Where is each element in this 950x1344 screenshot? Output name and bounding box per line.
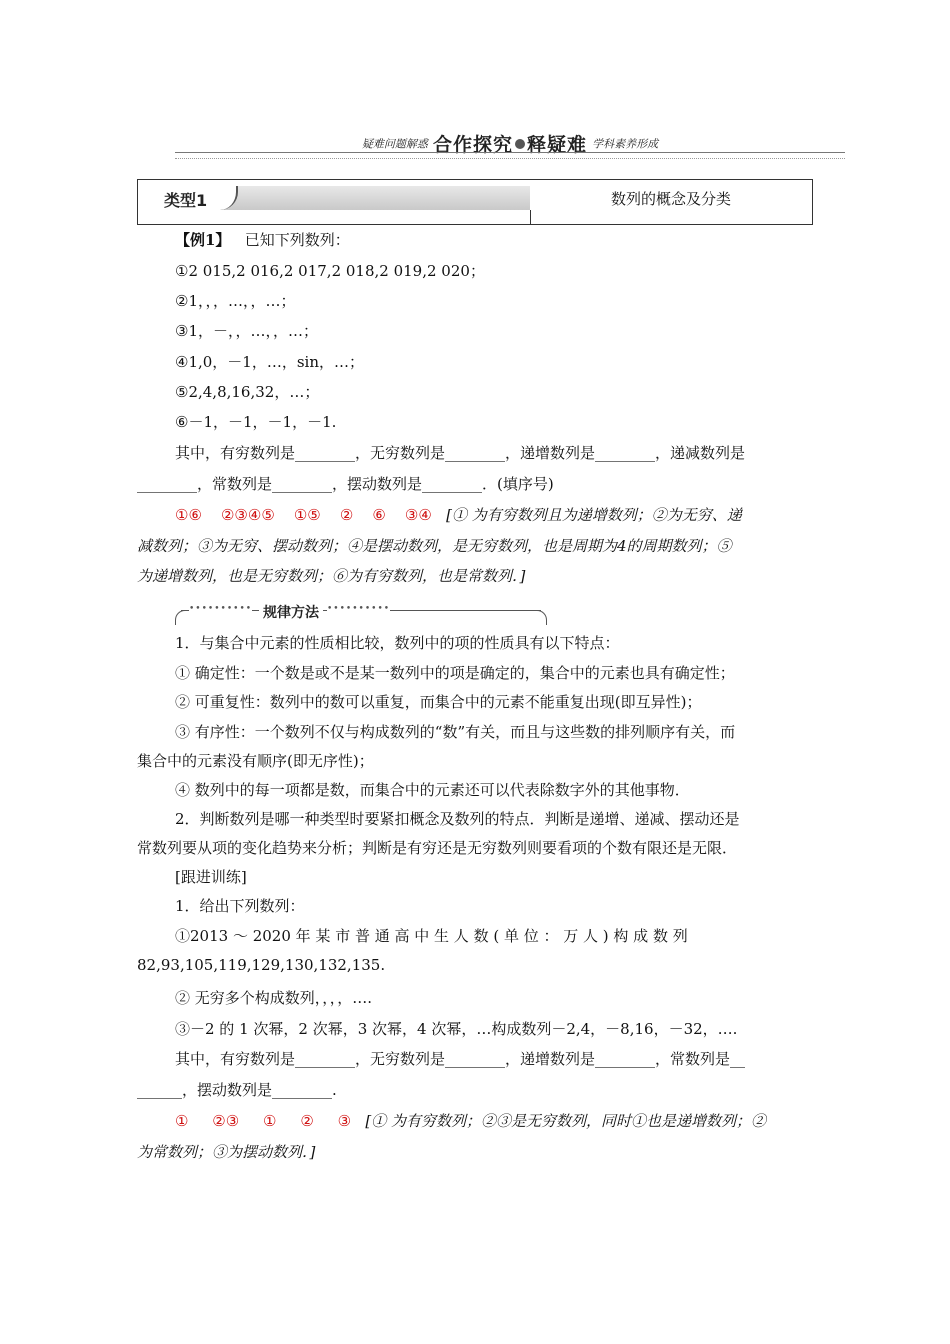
type-title: 数列的概念及分类 — [610, 190, 731, 208]
method-corner-right — [536, 610, 547, 625]
example-heading — [175, 230, 350, 250]
practice-answer-increasing: ① — [263, 1112, 277, 1130]
practice-question-line-2: ______，摆动数列是________. — [137, 1081, 337, 1099]
method-point-1: 1．与集合中元素的性质相比较，数列中的项的性质具有以下特点： — [175, 634, 620, 652]
type-divider — [530, 210, 531, 224]
method-point-1a: ① 确定性：一个数是或不是某一数列中的项是确定的，集合中的元素也具有确定性； — [175, 664, 735, 682]
banner-title-a: 合作探究 — [432, 134, 513, 156]
practice-item-2: ② 无穷多个构成数列，，，，…. — [175, 989, 373, 1007]
section-banner — [175, 126, 845, 158]
type-tab — [144, 186, 530, 210]
practice-explanation-1: [① 为有穷数列；②③是无穷数列，同时①也是递增数列；② — [365, 1112, 767, 1130]
example-explanation-1: [① 为有穷数列且为递增数列；②为无穷、递 — [446, 506, 742, 524]
practice-question-line-1: 其中，有穷数列是________，无穷数列是________，递增数列是________，常数列是__ — [175, 1050, 746, 1068]
example-answer-infinite: ②③④⑤ — [220, 506, 275, 524]
practice-answer-finite: ① — [175, 1112, 189, 1130]
example-explanation-2: 减数列；③为无穷、摆动数列；④是摆动数列，是无穷数列，也是周期为4的周期数列；⑤ — [137, 537, 732, 555]
practice-heading: [跟进训练] — [175, 868, 247, 886]
practice-answer-oscillating: ③ — [337, 1112, 352, 1130]
example-answer-finite: ①⑥ — [175, 506, 202, 524]
method-corner-left — [175, 610, 186, 625]
method-point-2-line-1: 2．判断数列是哪一种类型时要紧扣概念及数列的特点．判断是递增、递减、摆动还是 — [175, 810, 740, 828]
example-item-2: ②1，，，…，，…； — [175, 292, 296, 310]
example-question-line-2: ________，常数列是________，摆动数列是________．(填序号) — [137, 475, 554, 493]
example-item-6: ⑥－1，－1，－1，－1. — [175, 413, 337, 431]
practice-item-3: ③－2 的 1 次幂，2 次幂，3 次幂，4 次幂，…构成数列－2,4，－8,16，－32，…. — [175, 1020, 738, 1038]
example-intro: 已知下列数列： — [244, 231, 350, 249]
banner-title-b: 释疑难 — [527, 134, 588, 156]
method-dots-right: •••••••••• — [327, 604, 391, 614]
type-label: 类型1 — [164, 191, 208, 210]
example-question-line-1: 其中，有穷数列是________，无穷数列是________，递增数列是________，递减数列是 — [175, 444, 746, 462]
type-box — [137, 179, 813, 225]
example-answer-increasing: ①⑤ — [293, 506, 321, 524]
method-point-1c-line-2: 集合中的元素没有顺序(即无序性)； — [137, 752, 374, 770]
banner-left-subtitle: 疑难问题解惑 — [361, 137, 428, 151]
practice-question-intro: 1．给出下列数列： — [175, 897, 305, 915]
practice-item-1-line-1: ①2013 ～ 2020 年 某 市 普 通 高 中 生 人 数 ( 单 位 ： 万 人 ) 构 成 数 列 — [175, 927, 688, 945]
method-dots-left: •••••••••• — [189, 604, 253, 614]
practice-answer-constant: ② — [300, 1112, 314, 1130]
method-point-1d: ④ 数列中的每一项都是数，而集合中的元素还可以代表除数字外的其他事物． — [175, 781, 690, 799]
method-point-1c-line-1: ③ 有序性：一个数列不仅与构成数列的“数”有关，而且与这些数的排列顺序有关，而 — [175, 723, 736, 741]
example-item-4: ④1,0，－1，…，sin，…； — [175, 353, 365, 371]
example-tag: 【例1】 — [175, 231, 231, 249]
banner-right-subtitle: 学科素养形成 — [592, 137, 659, 151]
practice-item-1-line-2: 82,93,105,119,129,130,132,135. — [137, 956, 386, 974]
method-box-header — [175, 604, 547, 626]
example-item-1: ①2 015,2 016,2 017,2 018,2 019,2 020； — [175, 262, 485, 280]
example-item-3: ③1，－，，…，，…； — [175, 322, 318, 340]
method-point-2-line-2: 常数列要从项的变化趋势来分析；判断是有穷还是无穷数列则要看项的个数有限还是无限． — [137, 839, 738, 857]
method-label: 规律方法 — [259, 602, 323, 622]
banner-rule — [175, 152, 845, 159]
practice-explanation-2: 为常数列；③为摆动数列．] — [137, 1143, 316, 1161]
example-answer-line — [175, 505, 742, 525]
example-answer-decreasing: ② — [339, 506, 354, 524]
example-explanation-3: 为递增数列，也是无穷数列；⑥为有穷数列，也是常数列．] — [137, 567, 526, 585]
practice-answer-infinite: ②③ — [212, 1112, 240, 1130]
practice-answer-line — [175, 1111, 766, 1131]
example-answer-oscillating: ③④ — [404, 506, 432, 524]
method-point-1b: ② 可重复性：数列中的数可以重复，而集合中的元素不能重复出现(即互异性)； — [175, 693, 702, 711]
example-answer-constant: ⑥ — [372, 506, 386, 524]
banner-separator-icon — [515, 139, 525, 149]
example-item-5: ⑤2,4,8,16,32，…； — [175, 383, 320, 401]
